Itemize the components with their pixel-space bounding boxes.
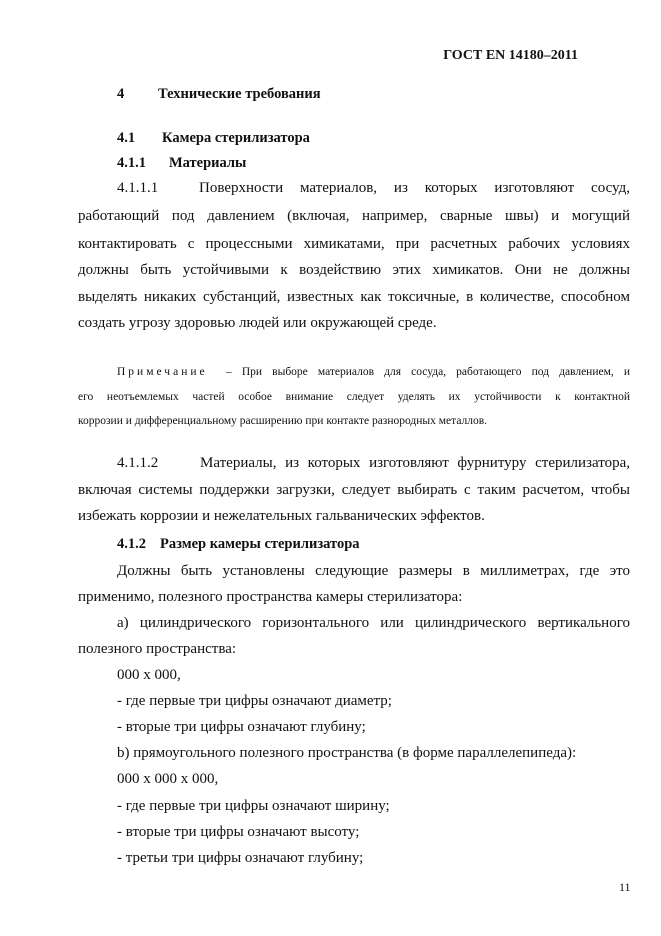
para-4-1-1-1-line: должны быть устойчивыми к воздействию этих химикатов. Они не должны — [78, 262, 630, 278]
section-4-1-2-number: 4.1.2 — [117, 536, 146, 552]
para-4-1-1-1-line: Поверхности материалов, из которых изготовляют сосуд, — [199, 180, 630, 196]
para-4-1-1-2-line: Материалы, из которых изготовляют фурнитуру стерилизатора, — [200, 455, 630, 471]
page-number: 11 — [619, 880, 631, 894]
para-4-1-2-line: Должны быть установлены следующие размеры в миллиметрах, где это — [117, 563, 630, 579]
para-4-1-1-2-line: избежать коррозии и нежелательных гальванических эффектов. — [78, 508, 485, 524]
para-4-1-1-2-line: включая системы поддержки загрузки, следует выбирать с таким расчетом, чтобы — [78, 482, 630, 498]
para-4-1-1-1-line: создать угрозу здоровью людей или окружающей среде. — [78, 315, 437, 331]
item-a-dimension: - вторые три цифры означают глубину; — [117, 719, 366, 735]
item-b-dimension: - третьи три цифры означают глубину; — [117, 850, 364, 866]
note-line: коррозии и дифференциальному расширению при контакте разнородных металлов. — [78, 415, 488, 427]
para-4-1-1-1-line: выделять никаких субстанций, известных как токсичные, в количестве, способном — [78, 289, 630, 305]
section-4-title: Технические требования — [158, 86, 321, 102]
item-b-dimension: - где первые три цифры означают ширину; — [117, 798, 390, 814]
item-a-format: 000 х 000, — [117, 667, 181, 683]
item-a-dimension: - где первые три цифры означают диаметр; — [117, 693, 392, 709]
note-line: – При выборе материалов для сосуда, работающего под давлением, и — [226, 366, 630, 378]
para-4-1-1-2-number: 4.1.1.2 — [117, 455, 159, 471]
para-4-1-2-line: применимо, полезного пространства камеры стерилизатора: — [78, 589, 463, 605]
section-4-1-1-title: Материалы — [169, 155, 247, 171]
note-label: Примечание — [117, 366, 208, 378]
section-4-1-2-title: Размер камеры стерилизатора — [160, 536, 360, 552]
section-4-1-1-number: 4.1.1 — [117, 155, 146, 171]
section-4-number: 4 — [117, 86, 125, 102]
item-b-format: 000 х 000 х 000, — [117, 771, 219, 787]
item-b-dimension: - вторые три цифры означают высоту; — [117, 824, 360, 840]
item-b-title: b) прямоугольного полезного пространства (в форме параллелепипеда): — [117, 745, 577, 761]
section-4-1-title: Камера стерилизатора — [162, 130, 310, 146]
para-4-1-1-1-number: 4.1.1.1 — [117, 180, 159, 196]
note-line: его неотъемлемых частей особое внимание следует уделять их устойчивости к контактной — [78, 391, 630, 403]
para-4-1-1-1-line: работающий под давлением (включая, например, сварные швы) и могущий — [78, 208, 630, 224]
section-4-1-number: 4.1 — [117, 130, 136, 146]
item-a-line: полезного пространства: — [78, 641, 237, 657]
document-header: ГОСТ EN 14180–2011 — [443, 48, 578, 63]
para-4-1-1-1-line: контактировать с процессными химикатами, при расчетных рабочих условиях — [78, 236, 630, 252]
item-a-line: а) цилиндрического горизонтального или цилиндрического вертикального — [117, 615, 630, 631]
